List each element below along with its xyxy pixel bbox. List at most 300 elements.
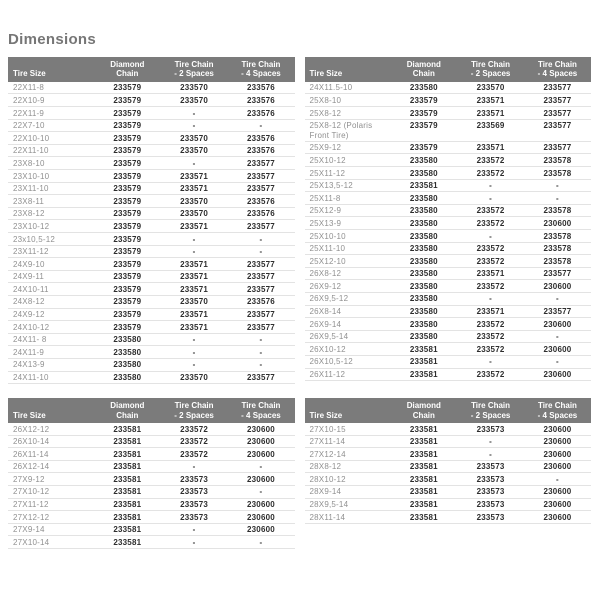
table-row — [305, 94, 592, 107]
part-number-cell: 233572 — [476, 244, 505, 254]
part-number-cell: - — [259, 121, 263, 131]
part-number-cell: 233579 — [113, 83, 142, 93]
table-row — [8, 511, 295, 524]
table-row — [8, 296, 295, 309]
part-number-cell: 233581 — [409, 474, 438, 484]
tire-chain-table-bottom-right — [305, 398, 592, 524]
table-header-row — [8, 57, 295, 82]
part-number-cell: 233570 — [180, 196, 209, 206]
part-number-cell: 233577 — [543, 269, 572, 279]
part-number-cell: 233572 — [476, 155, 505, 165]
tire-size-cell: 26X8-14 — [309, 307, 342, 317]
tire-size-cell: 26X10-12 — [309, 344, 346, 354]
part-number-cell: 230600 — [247, 525, 275, 535]
part-number-cell: 233572 — [476, 281, 505, 291]
part-number-cell: 233571 — [180, 272, 209, 282]
part-number-cell: 230600 — [543, 462, 572, 472]
column-header-diamond-chain: Diamond Chain — [406, 60, 441, 79]
part-number-cell: 233571 — [180, 221, 209, 231]
table-row — [305, 142, 592, 155]
part-number-cell: 233572 — [180, 424, 209, 434]
table-row — [305, 369, 592, 382]
tire-size-cell: 28X9-14 — [309, 487, 342, 497]
tire-size-cell: 26X11-12 — [309, 370, 346, 380]
tire-size-cell: 27X10-14 — [13, 537, 50, 547]
part-number-cell: 233581 — [409, 344, 438, 354]
part-number-cell: - — [556, 294, 559, 304]
table-row — [305, 306, 592, 319]
column-header-diamond-chain: Diamond Chain — [110, 401, 145, 420]
part-number-cell: 233580 — [113, 335, 142, 345]
tire-size-cell: 24X8-12 — [13, 297, 45, 307]
part-number-cell: - — [489, 449, 492, 459]
part-number-cell: - — [259, 335, 263, 345]
part-number-cell: - — [192, 335, 196, 345]
part-number-cell: 233580 — [409, 218, 438, 228]
table-row — [305, 255, 592, 268]
part-number-cell: 230600 — [247, 474, 275, 484]
part-number-cell: 230600 — [543, 437, 572, 447]
column-header-tire-size: Tire Size — [13, 410, 46, 420]
table-row — [8, 94, 295, 107]
tire-size-cell: 24X9-10 — [13, 259, 45, 269]
table-row — [8, 246, 295, 259]
tire-size-cell: 26X9,5-12 — [309, 294, 349, 304]
table-header-row — [305, 57, 592, 82]
part-number-cell: 233577 — [543, 143, 572, 153]
part-number-cell: 233581 — [113, 500, 142, 510]
part-number-cell: - — [259, 247, 263, 257]
tire-size-cell: 27X11-12 — [13, 500, 49, 510]
part-number-cell: 233577 — [247, 272, 275, 282]
part-number-cell: 233581 — [409, 370, 438, 380]
table-row — [8, 82, 295, 95]
table-row — [305, 192, 592, 205]
part-number-cell: 233578 — [543, 256, 572, 266]
part-number-cell: 233577 — [543, 307, 572, 317]
part-number-cell: 233579 — [409, 121, 438, 131]
table-row — [8, 208, 295, 221]
part-number-cell: 233570 — [180, 209, 209, 219]
part-number-cell: - — [192, 347, 196, 357]
part-number-cell: 233579 — [113, 234, 142, 244]
tire-size-cell: 22X11-9 — [13, 108, 45, 118]
table-row — [8, 524, 295, 537]
table-row — [305, 423, 592, 436]
part-number-cell: - — [259, 347, 263, 357]
part-number-cell: 230600 — [543, 424, 572, 434]
part-number-cell: 233571 — [476, 143, 505, 153]
table-row — [305, 180, 592, 193]
part-number-cell: 233573 — [476, 487, 505, 497]
part-number-cell: 233581 — [113, 474, 142, 484]
part-number-cell: 233579 — [113, 196, 142, 206]
part-number-cell: 233580 — [409, 281, 438, 291]
tire-size-cell: 23X11-12 — [13, 247, 49, 257]
part-number-cell: 233577 — [543, 95, 572, 105]
part-number-cell: 233571 — [476, 95, 505, 105]
part-number-cell: 233577 — [543, 83, 572, 93]
part-number-cell: - — [192, 108, 196, 118]
tire-size-cell: 24X13-9 — [13, 360, 45, 370]
tire-size-cell: 22X11-10 — [13, 146, 49, 156]
tire-size-cell: 25X12-10 — [309, 256, 346, 266]
part-number-cell: - — [192, 525, 196, 535]
table-row — [305, 154, 592, 167]
column-header-tire-chain-4-spaces: Tire Chain - 4 Spaces — [537, 401, 578, 420]
part-number-cell: 233577 — [247, 221, 275, 231]
part-number-cell: 233579 — [113, 184, 142, 194]
tire-size-cell: 27X10-12 — [13, 487, 50, 497]
table-row — [305, 230, 592, 243]
part-number-cell: 233579 — [409, 108, 438, 118]
part-number-cell: 230600 — [247, 437, 275, 447]
table-row — [8, 258, 295, 271]
part-number-cell: 233578 — [543, 206, 572, 216]
table-row — [8, 195, 295, 208]
part-number-cell: 233580 — [409, 231, 438, 241]
part-number-cell: 233572 — [476, 168, 505, 178]
table-row — [8, 157, 295, 170]
tire-size-cell: 24X11.5-10 — [309, 83, 353, 93]
part-number-cell: 233580 — [409, 155, 438, 165]
part-number-cell: 233573 — [180, 474, 209, 484]
table-row — [8, 120, 295, 133]
part-number-cell: 230600 — [543, 500, 572, 510]
part-number-cell: 233581 — [113, 487, 142, 497]
tire-size-cell: 26X10-14 — [13, 437, 50, 447]
table-row — [305, 343, 592, 356]
part-number-cell: 233579 — [113, 158, 142, 168]
part-number-cell: 230600 — [543, 218, 572, 228]
table-header-row — [8, 398, 295, 423]
part-number-cell: 233572 — [476, 206, 505, 216]
column-header-tire-size: Tire Size — [309, 410, 343, 420]
tire-size-cell: 25X11-10 — [309, 244, 346, 254]
table-row — [305, 107, 592, 120]
part-number-cell: 233576 — [247, 209, 275, 219]
tire-size-cell: 25X13,5-12 — [309, 181, 353, 191]
part-number-cell: 233577 — [247, 310, 275, 320]
part-number-cell: 233580 — [409, 294, 438, 304]
tire-size-cell: 28X11-14 — [309, 512, 346, 522]
table-row — [305, 205, 592, 218]
part-number-cell: 233577 — [247, 171, 275, 181]
part-number-cell: 233576 — [247, 297, 275, 307]
tire-size-cell: 28X8-12 — [309, 462, 342, 472]
tire-size-cell: 26X9-12 — [309, 281, 342, 291]
part-number-cell: 230600 — [543, 344, 572, 354]
tire-size-cell: 26X8-12 — [309, 269, 342, 279]
table-header-row — [305, 398, 592, 423]
part-number-cell: 233581 — [113, 424, 142, 434]
part-number-cell: - — [192, 462, 196, 472]
part-number-cell: 230600 — [543, 512, 572, 522]
part-number-cell: - — [556, 193, 559, 203]
table-row — [8, 170, 295, 183]
table-row — [8, 132, 295, 145]
table-row — [8, 321, 295, 334]
part-number-cell: - — [192, 360, 196, 370]
part-number-cell: - — [259, 234, 263, 244]
tire-size-cell: 25X13-9 — [309, 218, 342, 228]
column-header-tire-size: Tire Size — [13, 69, 46, 79]
column-header-tire-chain-4-spaces: Tire Chain - 4 Spaces — [241, 60, 281, 79]
tire-size-cell: 23X10-12 — [13, 221, 50, 231]
tire-size-cell: 25X8-12 (Polaris Front Tire) — [309, 121, 373, 140]
part-number-cell: 233579 — [113, 108, 142, 118]
part-number-cell: 233578 — [543, 244, 572, 254]
tire-size-cell: 27X9-12 — [13, 474, 45, 484]
column-header-tire-chain-4-spaces: Tire Chain - 4 Spaces — [537, 60, 578, 79]
column-header-tire-chain-2-spaces: Tire Chain - 2 Spaces — [470, 60, 511, 79]
part-number-cell: 233576 — [247, 196, 275, 206]
table-row — [8, 233, 295, 246]
tire-chain-table-bottom-left — [8, 398, 295, 549]
table-row — [8, 271, 295, 284]
part-number-cell: 233579 — [113, 272, 142, 282]
tire-size-cell: 26X12-14 — [13, 462, 50, 472]
tire-size-cell: 26X9,5-14 — [309, 332, 349, 342]
tire-size-cell: 22X10-9 — [13, 95, 45, 105]
tire-size-cell: 24X11- 8 — [13, 335, 47, 345]
part-number-cell: - — [489, 357, 492, 367]
tire-size-cell: 25X9-12 — [309, 143, 342, 153]
part-number-cell: 233578 — [543, 231, 572, 241]
tire-size-cell: 27X12-14 — [309, 449, 346, 459]
part-number-cell: 233581 — [113, 462, 142, 472]
tire-size-cell: 23X8-11 — [13, 196, 45, 206]
part-number-cell: 233571 — [180, 259, 209, 269]
tire-size-cell: 26X10,5-12 — [309, 357, 353, 367]
part-number-cell: 233579 — [409, 95, 438, 105]
table-row — [305, 486, 592, 499]
part-number-cell: 233580 — [409, 269, 438, 279]
part-number-cell: 233579 — [113, 247, 142, 257]
part-number-cell: - — [489, 193, 492, 203]
column-header-tire-chain-2-spaces: Tire Chain - 2 Spaces — [174, 401, 214, 420]
part-number-cell: 233573 — [180, 512, 209, 522]
part-number-cell: 230600 — [543, 487, 572, 497]
part-number-cell: 233572 — [476, 319, 505, 329]
table-row — [305, 217, 592, 230]
table-row — [305, 293, 592, 306]
tire-size-cell: 25X10-10 — [309, 231, 346, 241]
part-number-cell: 233570 — [180, 146, 209, 156]
part-number-cell: 233577 — [543, 108, 572, 118]
part-number-cell: 233570 — [180, 297, 209, 307]
part-number-cell: 233581 — [409, 462, 438, 472]
part-number-cell: 233577 — [247, 158, 275, 168]
part-number-cell: - — [489, 231, 492, 241]
table-row — [305, 120, 592, 142]
part-number-cell: 233577 — [247, 259, 275, 269]
part-number-cell: 233572 — [180, 437, 209, 447]
part-number-cell: 233576 — [247, 108, 275, 118]
table-row — [8, 423, 295, 436]
column-header-tire-size: Tire Size — [309, 69, 343, 79]
part-number-cell: 233578 — [543, 155, 572, 165]
tire-size-cell: 27X10-15 — [309, 424, 346, 434]
part-number-cell: 233570 — [180, 373, 209, 383]
part-number-cell: 233581 — [409, 357, 438, 367]
column-header-tire-chain-4-spaces: Tire Chain - 4 Spaces — [241, 401, 281, 420]
part-number-cell: - — [489, 181, 492, 191]
table-row — [305, 356, 592, 369]
tire-size-cell: 24X11-10 — [13, 373, 49, 383]
table-row — [305, 167, 592, 180]
part-number-cell: - — [556, 357, 559, 367]
tire-size-cell: 26X12-12 — [13, 424, 50, 434]
part-number-cell: 233577 — [543, 121, 572, 131]
part-number-cell: 233576 — [247, 95, 275, 105]
tire-size-cell: 25X10-12 — [309, 155, 346, 165]
part-number-cell: 233572 — [476, 370, 505, 380]
part-number-cell: 233571 — [180, 284, 209, 294]
tire-size-cell: 22X7-10 — [13, 121, 45, 131]
tire-size-cell: 25X11-8 — [309, 193, 341, 203]
part-number-cell: 233577 — [247, 322, 275, 332]
part-number-cell: - — [259, 537, 263, 547]
tire-size-cell: 22X10-10 — [13, 133, 50, 143]
column-header-diamond-chain: Diamond Chain — [406, 401, 441, 420]
tire-size-cell: 24X10-12 — [13, 322, 50, 332]
part-number-cell: 233579 — [113, 121, 142, 131]
table-row — [8, 283, 295, 296]
part-number-cell: 230600 — [247, 512, 275, 522]
part-number-cell: 233571 — [180, 322, 209, 332]
part-number-cell: 233581 — [409, 512, 438, 522]
part-number-cell: - — [192, 234, 196, 244]
part-number-cell: 233573 — [180, 487, 209, 497]
part-number-cell: 233581 — [409, 424, 438, 434]
tables-grid — [8, 57, 591, 549]
part-number-cell: 233581 — [409, 500, 438, 510]
part-number-cell: 233581 — [409, 437, 438, 447]
part-number-cell: 230600 — [247, 424, 275, 434]
table-row — [8, 107, 295, 120]
part-number-cell: 233580 — [409, 332, 438, 342]
part-number-cell: 233573 — [476, 462, 505, 472]
part-number-cell: 230600 — [543, 281, 572, 291]
part-number-cell: 233580 — [409, 168, 438, 178]
part-number-cell: 233576 — [247, 133, 275, 143]
part-number-cell: 233571 — [476, 269, 505, 279]
part-number-cell: 233581 — [113, 525, 142, 535]
tire-size-cell: 27X9-14 — [13, 525, 45, 535]
part-number-cell: - — [192, 247, 196, 257]
table-row — [8, 461, 295, 474]
part-number-cell: 233579 — [113, 133, 142, 143]
part-number-cell: 230600 — [543, 370, 572, 380]
part-number-cell: 233580 — [409, 206, 438, 216]
part-number-cell: - — [192, 537, 196, 547]
table-row — [8, 536, 295, 549]
part-number-cell: 233571 — [476, 108, 505, 118]
column-header-tire-chain-2-spaces: Tire Chain - 2 Spaces — [174, 60, 214, 79]
part-number-cell: - — [192, 121, 196, 131]
table-row — [305, 473, 592, 486]
part-number-cell: 233581 — [409, 181, 438, 191]
part-number-cell: - — [556, 332, 559, 342]
part-number-cell: 233577 — [247, 284, 275, 294]
tire-size-cell: 22X11-8 — [13, 83, 45, 93]
table-row — [305, 511, 592, 524]
part-number-cell: 233580 — [409, 193, 438, 203]
part-number-cell: 233579 — [113, 209, 142, 219]
part-number-cell: 233581 — [113, 437, 142, 447]
tire-size-cell: 24X9-11 — [13, 272, 45, 282]
tire-size-cell: 27X12-12 — [13, 512, 50, 522]
part-number-cell: 233570 — [180, 83, 209, 93]
table-row — [305, 82, 592, 95]
part-number-cell: 233580 — [409, 319, 438, 329]
table-row — [8, 183, 295, 196]
tire-size-cell: 23X10-10 — [13, 171, 50, 181]
part-number-cell: 233573 — [476, 512, 505, 522]
part-number-cell: 233580 — [409, 256, 438, 266]
table-row — [8, 346, 295, 359]
part-number-cell: 233572 — [476, 256, 505, 266]
tire-size-cell: 23X8-12 — [13, 209, 45, 219]
table-row — [8, 334, 295, 347]
part-number-cell: 233579 — [113, 146, 142, 156]
tire-size-cell: 26X11-14 — [13, 449, 49, 459]
part-number-cell: 233579 — [113, 221, 142, 231]
part-number-cell: 233581 — [409, 449, 438, 459]
part-number-cell: 233580 — [113, 347, 142, 357]
part-number-cell: 233579 — [113, 171, 142, 181]
part-number-cell: 233577 — [247, 373, 275, 383]
part-number-cell: 233572 — [476, 344, 505, 354]
column-header-tire-chain-2-spaces: Tire Chain - 2 Spaces — [470, 401, 511, 420]
part-number-cell: - — [489, 437, 492, 447]
page-title: Dimensions — [8, 31, 97, 48]
part-number-cell: 233576 — [247, 83, 275, 93]
table-row — [305, 499, 592, 512]
dimensions-page — [0, 31, 600, 600]
part-number-cell: 233581 — [113, 512, 142, 522]
part-number-cell: 233580 — [409, 83, 438, 93]
column-header-diamond-chain: Diamond Chain — [110, 60, 145, 79]
tire-size-cell: 23X8-10 — [13, 158, 45, 168]
part-number-cell: 233579 — [113, 95, 142, 105]
table-row — [8, 359, 295, 372]
tire-size-cell: 28X9,5-14 — [309, 500, 349, 510]
table-row — [8, 145, 295, 158]
tire-size-cell: 25X8-12 — [309, 108, 342, 118]
part-number-cell: - — [259, 360, 263, 370]
part-number-cell: 233579 — [113, 297, 142, 307]
part-number-cell: 233579 — [113, 310, 142, 320]
part-number-cell: 233581 — [113, 537, 142, 547]
table-row — [305, 280, 592, 293]
table-row — [8, 309, 295, 322]
tire-size-cell: 25X11-12 — [309, 168, 346, 178]
part-number-cell: 233576 — [247, 146, 275, 156]
part-number-cell: 233570 — [476, 83, 505, 93]
part-number-cell: 233571 — [180, 171, 209, 181]
part-number-cell: 233570 — [180, 95, 209, 105]
part-number-cell: 230600 — [247, 500, 275, 510]
part-number-cell: 233580 — [113, 373, 142, 383]
tire-size-cell: 25X8-10 — [309, 95, 342, 105]
tire-size-cell: 24X9-12 — [13, 310, 45, 320]
tire-size-cell: 26X9-14 — [309, 319, 342, 329]
part-number-cell: 233573 — [476, 474, 505, 484]
tire-size-cell: 27X11-14 — [309, 437, 346, 447]
table-row — [305, 243, 592, 256]
